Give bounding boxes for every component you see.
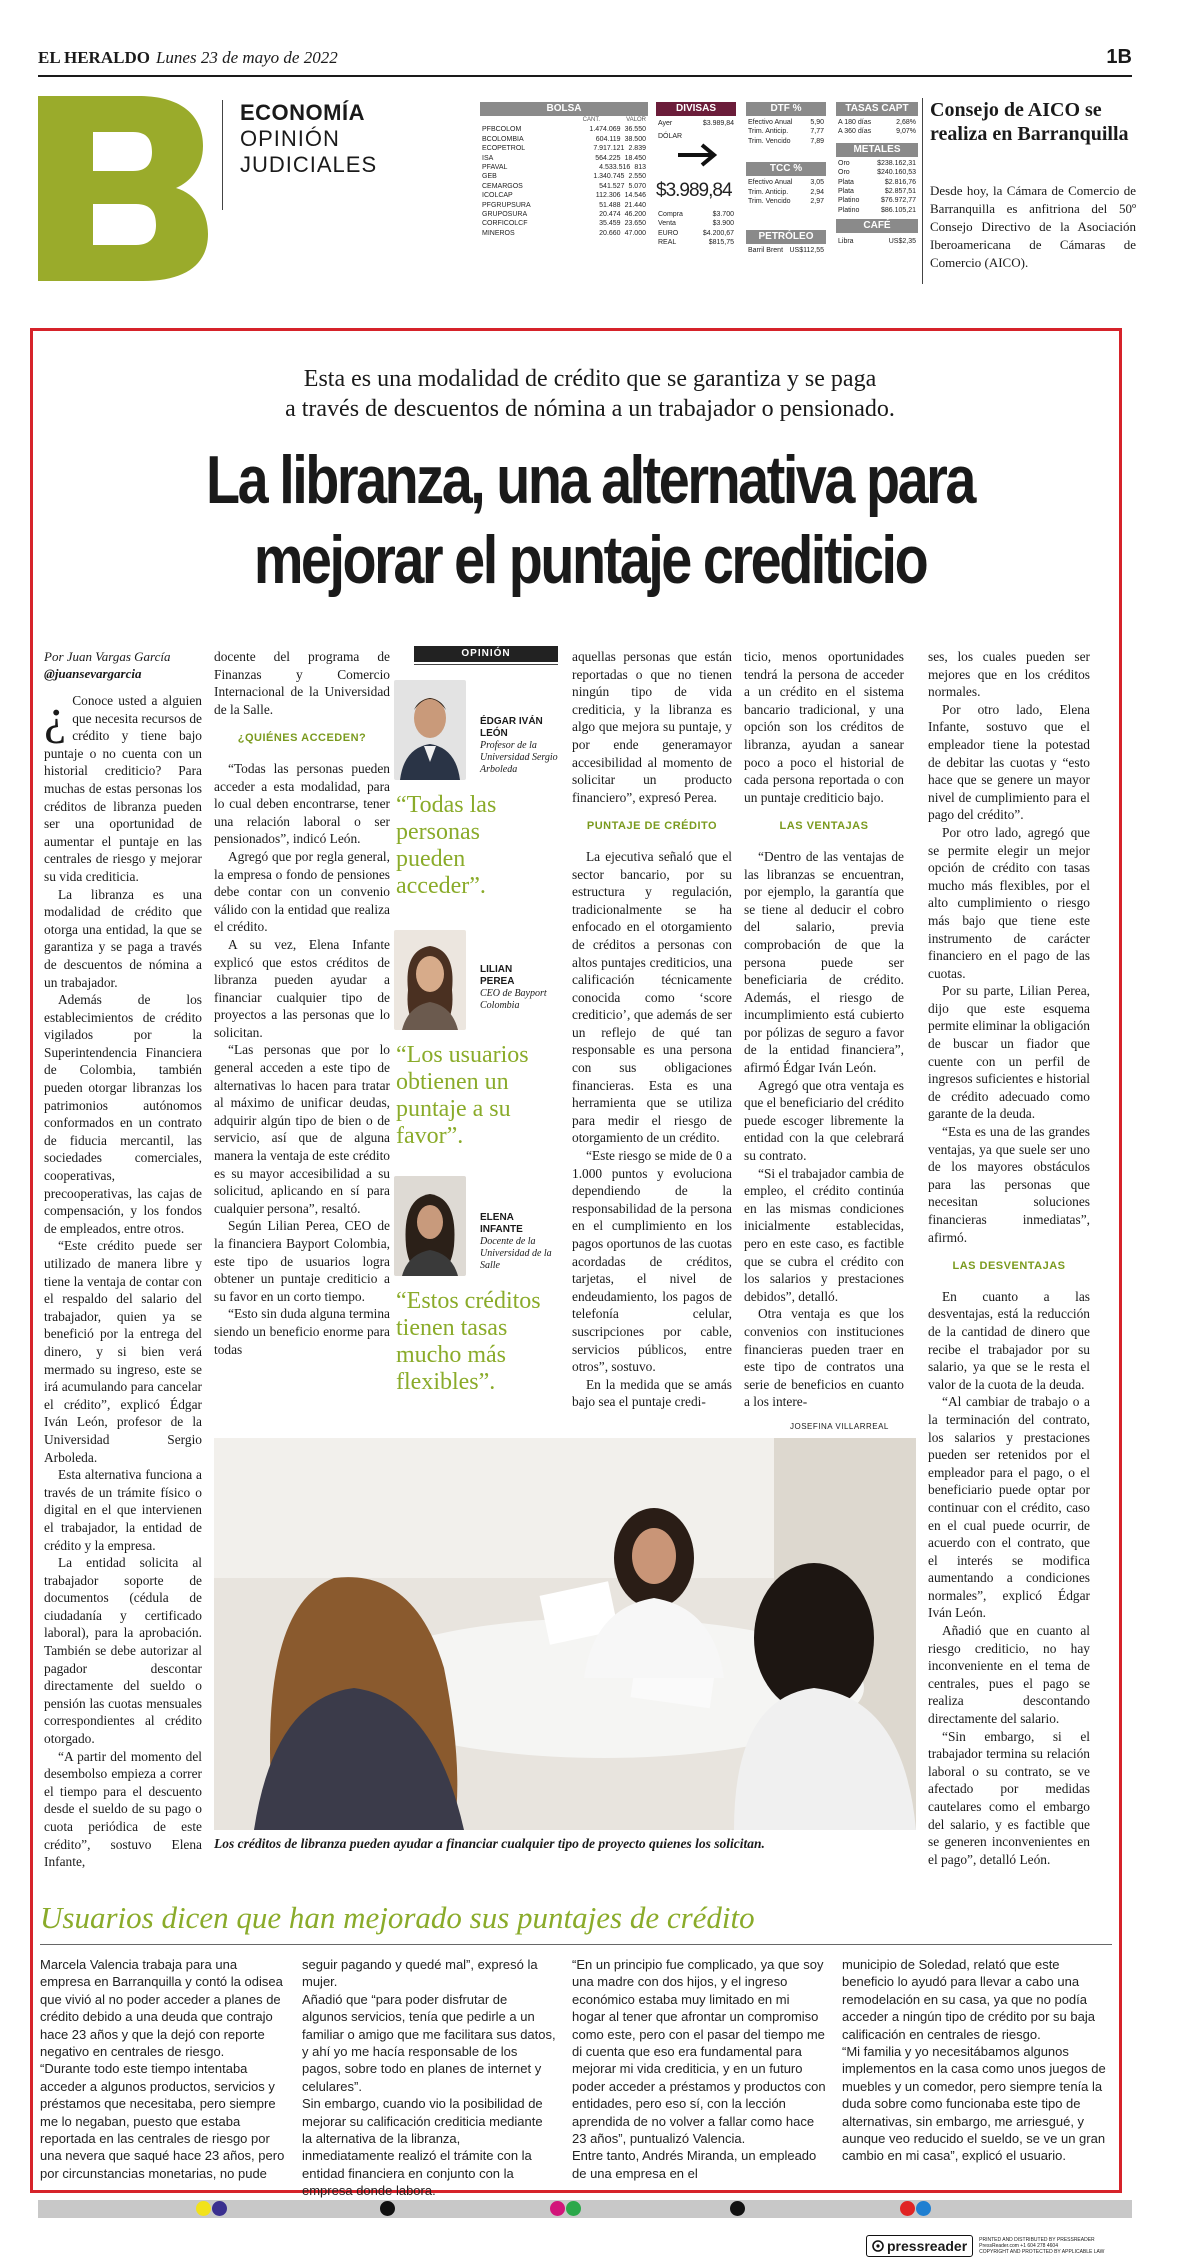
divisas-cell: $815,75 xyxy=(708,239,734,247)
divisas-cell: $4.200,67 xyxy=(702,229,734,237)
opinion-3-meta: ELENA INFANTE Docente de la Universidad de la Salle xyxy=(480,1212,552,1271)
divisas-row xyxy=(656,210,736,219)
bolsa-cell: GRUPOSURA xyxy=(482,211,528,219)
tcc-cell: 2,97 xyxy=(810,198,824,206)
page-number: 1B xyxy=(1106,46,1132,68)
divisas-cell: $3.900 xyxy=(712,220,734,228)
dtf-cell: Efectivo Anual xyxy=(748,119,793,126)
metales-cell: Oro xyxy=(838,159,850,167)
registration-dot-black-2 xyxy=(730,2201,745,2216)
tcc-cell: Efectivo Anual xyxy=(748,179,793,187)
aico-title: Consejo de AICO se realiza en Barranquilla xyxy=(930,99,1129,145)
divisas-row xyxy=(656,219,736,228)
article-kicker: Esta es una modalidad de crédito que se garantiza y se paga a través de descuentos de nómina a un trabajador o pensionado. xyxy=(285,366,895,422)
bolsa-cell: PFAVAL xyxy=(482,164,508,172)
photo-caption: Los créditos de libranza pueden ayudar a financiar cualquier tipo de proyecto quienes los solicitan. xyxy=(214,1836,765,1851)
registration-dot-yellow xyxy=(196,2201,211,2216)
divisas-cell: $3.700 xyxy=(712,210,734,218)
metales-cell: Plata xyxy=(838,178,854,186)
metales-cell: $240.160,53 xyxy=(877,169,916,177)
bolsa-cell: 14.546 xyxy=(624,192,646,200)
tcc-row xyxy=(746,188,826,197)
dtf-cell: 7,89 xyxy=(810,137,824,145)
divisas-cell: Compra xyxy=(658,210,683,218)
bolsa-row xyxy=(480,191,648,200)
bolsa-cell: ECOPETROL xyxy=(482,145,526,153)
section-economia: ECONOMÍA xyxy=(240,100,365,125)
bolsa-cell: 36.550 xyxy=(624,126,646,134)
bolsa-cell: 51.488 xyxy=(599,201,621,209)
metales-cell: $2.857,51 xyxy=(884,188,916,196)
divisas-cell: REAL xyxy=(658,239,677,247)
bolsa-row xyxy=(480,219,648,228)
bolsa-row xyxy=(480,201,648,210)
article-column-1: Por Juan Vargas García @juansevargarcia ¿ Conoce usted a alguien que necesita recursos de crédito y tiene bajo puntaje o no cuenta con un historial crediticio? Para muchas de estas personas los créditos de libranza pueden ser una oportunidad de aumentar el puntaje en las centrales de riesgo y mejorar su vida crediticia. La libranza es una modalidad de crédito que otorga una entidad, la que se garantiza y se paga a través de descuentos de nómina a un trabajador. Además de los establecimientos de crédito vigilados por la Superintendencia Financiera de Colombia, también pueden otorgar libranzas los patrimonios autónomos conformados en un contrato de fiducia mercantil, las sociedades comerciales, cooperativas, precooperativas, las cajas de compensación, y los fondos de empleados, entre otros. “Este crédito puede ser utilizado de manera libre y tiene la ventaja de contar con el respaldo del salario del trabajador, quien ya se benefició por la entrega del dinero, y si bien verá mermado su ingreso, este se irá acumulando para cancelar el crédito”, explicó Édgar Iván León, profesor de la Universidad Sergio Arboleda. Esta alternativa funciona a través de un trámite físico o digital en el que intervienen el trabajador, la entidad de crédito y la empresa. La entidad solicita al trabajador soporte de documentos (cédula de ciudadanía y certificado laboral), para la aprobación. También se debe autorizar al pagador descontar directamente del sueldo o pensión las cuotas mensuales correspondientes al crédito otorgado. “A partir del momento del desembolso empieza a correr el tiempo para el descuento desde el sueldo de su pago o cuota periódica de este crédito”, sostuvo Elena Infante, xyxy=(44,649,202,1870)
dolar-value: $3.989,84 xyxy=(656,179,732,201)
bolsa-cell: 35.459 xyxy=(599,220,621,228)
opinion-1-meta: ÉDGAR IVÁN LEÓN Profesor de la Universidad Sergio Arboleda xyxy=(480,716,558,775)
section-labels xyxy=(240,100,377,178)
metales-cell: Oro xyxy=(838,169,850,177)
bolsa-cell: 20.474 xyxy=(599,211,621,219)
aico-divider xyxy=(922,98,923,284)
article-headline: La libranza, una alternativa para mejorar el puntaje crediticio xyxy=(206,442,974,598)
bolsa-row xyxy=(480,163,648,172)
bolsa-cell: 1.474.069 xyxy=(589,126,621,134)
sidebar-column-1: Marcela Valencia trabaja para una empresa en Barranquilla y contó la odisea que vivió al no poder acceder a planes de crédito debido a una deuda que contrajo hace 23 años y que la dejó con reporte negativo en centrales de riesgo. “Durante todo este tiempo intentaba acceder a algunos productos, servicios y préstamos que necesitaba, pero siempre me lo negaban, puesto que estaba reportada en las centrales de riesgo por una nevera que saqué hace 23 años, pero por circunstancias monetarias, no pude xyxy=(40,1957,285,2181)
bolsa-row xyxy=(480,229,648,238)
tasas-table: TASAS CAPT A 180 días 2,68% A 360 días 9,07% METALES Oro $238.162,31 Oro $240.160,53 Plata $2.816,76 Plata $2.857,51 Platino $76.972,77 Platino $86.105,21 CAFÉ Libra US$2,35 xyxy=(838,103,916,246)
bolsa-cell: PFBCOLOM xyxy=(482,126,522,134)
metales-row xyxy=(836,196,918,205)
metales-cell: Platino xyxy=(838,197,860,205)
dtf-row xyxy=(746,118,826,127)
divisas-row xyxy=(656,229,736,238)
petroleo-row xyxy=(746,246,826,255)
opinion-quote-1: “Todas las personas pueden acceder”. xyxy=(396,792,497,899)
bolsa-cell: 23.650 xyxy=(624,220,646,228)
article-column-5: ticio, menos oportunidades tendrá la persona de acceder a un crédito en el sistema bancario tradicional, y una opción son los créditos de libranza, ayudan a sanear poco a poco el historial de cada persona reportada o con un puntaje crediticio bajo. LAS VENTAJAS “Dentro de las ventajas de las libranzas se encuentran, por ejemplo, la garantía que se tiene al deducir el cobro del salario, previa comprobación de que la persona puede ser beneficiaria de crédito. Además, el riesgo de incumplimiento está cubierto por pólizas de seguro a favor de la entidad financiera”, afirmó Édgar Iván León. Agregó que otra ventaja es que el beneficiario del crédito puede escoger libremente la entidad con la que celebrará su contrato. “Si el trabajador cambia de empleo, el crédito continúa en las mismas condiciones inicialmente establecidas, pero en este caso, es factible que se cubra el crédito con los salarios y prestaciones debidos”, detalló. Otra ventaja es que los convenios con instituciones financieras pueden traer en este tipo de contratos una serie de beneficios en cuanto a los intere- xyxy=(744,649,904,1410)
dtf-table: DTF % Efectivo Anual 5,90 Trim. Anticip. 7,77 Trim. Vencido 7,89 TCC % Efectivo Anual 3,05 Trim. Anticip. 2,94 Trim. Vencido 2,97 PETRÓLEO Barril Brent US$112,55 xyxy=(748,103,824,255)
main-photo xyxy=(214,1438,916,1830)
bolsa-cell: MINEROS xyxy=(482,229,515,237)
article-column-6: ses, los cuales pueden ser mejores que en los créditos normales. Por otro lado, Elena Infante, sostuvo que el empleador tiene la potestad de debitar las cuotas y “esto hace que se genere un mayor nivel de cumplimiento para el pago del crédito”. Por otro lado, agregó que se permite elegir un mejor opción de crédito con tasas mucho más flexibles, por el alto cumplimiento o riesgo más bajo que tiene este instrumento de carácter financiero en el pago de las cuotas. Por su parte, Lilian Perea, dijo que este esquema permite eliminar la obligación de buscar un fiador que cuente con un perfil de ingresos suficientes e historial de crédito adecuado como garante de la deuda. “Esta es una de las grandes ventajas, ya que suele ser uno de los mayores obstáculos para las personas que necesitan soluciones financieras inmediatas”, afirmó. LAS DESVENTAJAS En cuanto a las desventajas, está la reducción de la cantidad de dinero que recibe el trabajador por su salario, ya que se le resta el valor de la cuota de la deuda. “Al cambiar de trabajo o a la terminación del contrato, los salarios y prestaciones pueden ser retenidos por el empleador para el pago, o el beneficiario puede optar por continuar con el crédito, caso en el cual puede ocurrir, de acuerdo con el contrato, que el interés se modifica aumentando a condiciones normales”, explicó Édgar Iván León. Añadió que en cuanto al riesgo crediticio, no hay inconveniente en el tema de centrales, pues el pago se realiza descontando directamente del salario. “Sin embargo, si el trabajador termina su relación laboral o su contrato, se ve afectado por medidas cautelares como el embargo del salario, y es factible que se generen inconvenientes en el pago”, detalló León. xyxy=(928,649,1090,1867)
photo-elena-infante xyxy=(394,1176,466,1276)
tasas-cell: A 360 días xyxy=(838,128,872,136)
bolsa-row xyxy=(480,125,648,134)
byline-author: Por Juan Vargas García xyxy=(44,649,171,664)
dtf-cell: 5,90 xyxy=(810,119,824,126)
bolsa-cell: 21.440 xyxy=(624,201,646,209)
metales-cell: $238.162,31 xyxy=(877,159,916,167)
sidebar-column-3: “En un principio fue complicado, ya que soy una madre con dos hijos, y el ingreso económico estaba muy limitado en mi hogar al tener que afrontar un compromiso como este, pero con el pasar del tiempo me di cuenta que eso era fundamental para mejorar mi vida crediticia, y en un futuro poder acceder a préstamos y productos con entidades, pero eso sí, con la lección aprendida de no volver a fallar como hace 23 años”, puntualizó Valencia. Entre tanto, Andrés Miranda, un empleado de una empresa en el xyxy=(572,1957,826,2181)
bolsa-table: BOLSA CANT. VALOR PFBCOLOM 1.474.069 36.550 BCOLOMBIA 604.119 38.500 ECOPETROL 7.917.121 2.839 ISA 564.225 18.450 PFAVAL 4.533.516 813 GEB 1.340.745 2.550 CEMARGOS 541.527 5.070 ICOLCAP 112.306 14.546 PFGRUPSURA 51.488 21.440 GRUPOSURA 20.474 46.200 CORFICOLCF 35.459 23.650 MINEROS 20.660 47.000 xyxy=(482,103,646,237)
bolsa-cell: 112.306 xyxy=(595,192,621,200)
divisas-row xyxy=(656,238,736,247)
section-opinion: OPINIÓN xyxy=(240,126,340,151)
bolsa-cell: 2.839 xyxy=(628,145,646,153)
bolsa-cell: 541.527 xyxy=(599,182,625,190)
pressreader-icon xyxy=(872,2240,884,2252)
tasas-row xyxy=(836,127,918,136)
bolsa-cell: PFGRUPSURA xyxy=(482,201,531,209)
bolsa-cell: 813 xyxy=(634,164,646,172)
registration-dot-cyan xyxy=(916,2201,931,2216)
bolsa-row xyxy=(480,172,648,181)
article-column-2: docente del programa de Finanzas y Comercio Internacional de la Universidad de la Salle. ¿QUIÉNES ACCEDEN? “Todas las personas pueden acceder a esta modalidad, para lo cual deben encontrarse, tener una relación laboral o ser pensionados”, indicó León. Agregó que por regla general, la empresa o fondo de pensiones debe contar con un convenio válido con la entidad que realiza el crédito. A su vez, Elena Infante explicó que estos créditos de libranza pueden ayudar a financiar cualquier tipo de proyectos a las personas que lo solicitan. “Las personas que por lo general acceden a este tipo de alternativas lo hacen para tratar al máximo de unificar deudas, adquirir algún tipo de bien o de servicio, así que de alguna manera la ventaja de este crédito es su mayor accesibilidad a su solicitud, aplicando en sí para cualquier persona”, resaltó. Según Lilian Perea, CEO de la financiera Bayport Colombia, este tipo de usuarios logra obtener un puntaje crediticio a su favor en un corto tiempo. “Esto sin duda alguna termina siendo un beneficio enorme para todas xyxy=(214,649,390,1357)
sidebar-title: Usuarios dicen que han mejorado sus puntajes de crédito xyxy=(40,1900,755,1935)
subhead-puntaje-de-credito: PUNTAJE DE CRÉDITO xyxy=(586,820,718,833)
metales-cell: Plata xyxy=(838,188,854,196)
dtf-cell: 7,77 xyxy=(810,128,824,136)
section-judiciales: JUDICIALES xyxy=(240,152,378,177)
divisas-cell: Venta xyxy=(658,220,676,228)
article-column-4: aquellas personas que están reportadas o que no tienen ningún tipo de vida crediticia, y la libranza es algo que mejora su puntaje, y por ende generamayor accesibilidad al momento de solicitar un producto financiero”, expresó Perea. PUNTAJE DE CRÉDITO La ejecutiva señaló que el sector bancario, por su estructura y regulación, tradicionalmente se ha enfocado en el otorgamiento de créditos a personas con altos puntajes crediticios, una calificación técnicamente conocida como ‘score crediticio’, que además de ser un reflejo de qué tan responsable es una persona con sus obligaciones financieras. Esta es una herramienta que se utiliza para medir el riesgo de otorgamiento de un crédito. “Este riesgo se mide de 0 a 1.000 puntos y evoluciona dependiendo de la responsabilidad de la persona en el cumplimiento en los pagos oportunos de las cuotas acordadas de créditos, tarjetas, el nivel de endeudamiento, los pagos de telefonía celular, suscripciones por cable, servicios públicos, entre otros”, sostuvo. En la medida que se amás bajo sea el puntaje credi- xyxy=(572,649,732,1410)
petroleo-cell: US$112,55 xyxy=(789,247,824,255)
bolsa-row xyxy=(480,144,648,153)
metales-row xyxy=(836,178,918,187)
divisas-cell: EURO xyxy=(658,229,679,237)
photo-credit: JOSEFINA VILLARREAL xyxy=(790,1422,889,1431)
registration-dot-black xyxy=(380,2201,395,2216)
opinion-rule xyxy=(414,664,558,665)
dtf-cell: Trim. Anticip. xyxy=(748,128,789,136)
cafe-cell: US$2,35 xyxy=(888,238,916,246)
tasas-cell: 2,68% xyxy=(896,119,916,126)
dtf-cell: Trim. Vencido xyxy=(748,137,791,145)
pressreader-badge: pressreader PRINTED AND DISTRIBUTED BY PRESSREADER PressReader.com +1 604 278 4604 COPYRIGHT AND PROTECTED BY APPLICABLE LAW xyxy=(866,2235,1104,2257)
dtf-row xyxy=(746,127,826,136)
bolsa-cell: 20.660 xyxy=(599,229,621,237)
arrow-right-icon xyxy=(676,142,720,168)
bolsa-cell: 4.533.516 xyxy=(599,164,631,172)
tasas-row xyxy=(836,118,918,127)
section-letter-b xyxy=(38,96,208,281)
divisas-table: DIVISAS Ayer $3.989,84 DÓLAR $3.989,84 Compra $3.700 Venta $3.900 EURO $4.200,67 REAL $815,75 xyxy=(656,103,734,247)
opinion-quote-3: “Estos créditos tienen tasas mucho más flexibles”. xyxy=(396,1288,541,1395)
opinion-quote-2: “Los usuarios obtienen un puntaje a su favor”. xyxy=(396,1042,529,1149)
opinion-2-meta: LILIAN PEREA CEO de Bayport Colombia xyxy=(480,964,547,1011)
bolsa-cell: 38.500 xyxy=(624,135,646,143)
metales-row xyxy=(836,159,918,168)
aico-body: Desde hoy, la Cámara de Comercio de Barranquilla es anfitriona del 50º Consejo Directivo de la Asociación Iberoamericana de Cámaras de Comercio (AICO). xyxy=(930,183,1136,270)
header-rule xyxy=(38,75,1132,77)
bolsa-cell: ICOLCAP xyxy=(482,192,513,200)
bolsa-cell: 5.070 xyxy=(628,182,646,190)
subhead-las-desventajas: LAS DESVENTAJAS xyxy=(952,1260,1066,1273)
registration-dot-blue xyxy=(212,2201,227,2216)
tcc-row xyxy=(746,197,826,206)
bolsa-cell: 604.119 xyxy=(595,135,621,143)
bolsa-cell: 47.000 xyxy=(624,229,646,237)
metales-cell: $86.105,21 xyxy=(880,206,916,214)
cafe-row xyxy=(836,237,918,246)
metales-cell: Platino xyxy=(838,206,860,214)
bolsa-row xyxy=(480,210,648,219)
bolsa-cell: 564.225 xyxy=(595,154,621,162)
sidebar-column-4: municipio de Soledad, relató que este beneficio lo ayudó para llevar a cabo una remodelación en su casa, ya que no podía acceder a ningún tipo de crédito por su baja calificación en centrales de riesgo. “Mi familia y yo necesitábamos algunos implementos en la casa como unos juegos de muebles y un comedor, pero siempre tenía la duda sobre como funcionaba este tipo de alternativas, sin embargo, me arriesgué, y aunque veo reducido el sueldo, se ve un gran cambio en mi casa”, explicó el usuario. xyxy=(842,1957,1106,2164)
bolsa-cell: GEB xyxy=(482,173,497,181)
photo-edgar-leon xyxy=(394,680,466,780)
tasas-cell: A 180 días xyxy=(838,119,872,126)
bolsa-cell: 18.450 xyxy=(624,154,646,162)
opinion-tag: OPINIÓN xyxy=(414,646,558,662)
bolsa-row xyxy=(480,154,648,163)
drop-cap: ¿ xyxy=(44,688,67,744)
registration-dot-magenta xyxy=(550,2201,565,2216)
tcc-row xyxy=(746,178,826,187)
bolsa-row xyxy=(480,135,648,144)
subhead-las-ventajas: LAS VENTAJAS xyxy=(779,820,869,833)
byline-handle: @juansevargarcia xyxy=(44,666,142,681)
metales-row xyxy=(836,206,918,215)
bolsa-cell: 2.550 xyxy=(628,173,646,181)
bolsa-cell: ISA xyxy=(482,154,494,162)
bolsa-cell: 7.917.121 xyxy=(593,145,625,153)
tasas-cell: 9,07% xyxy=(896,128,916,136)
registration-dot-green xyxy=(566,2201,581,2216)
tcc-cell: 2,94 xyxy=(810,188,824,196)
registration-dot-red xyxy=(900,2201,915,2216)
metales-cell: $76.972,77 xyxy=(880,197,916,205)
bolsa-cell: 1.340.745 xyxy=(593,173,625,181)
subhead-quienes-acceden: ¿QUIÉNES ACCEDEN? xyxy=(237,732,367,745)
issue-date: Lunes 23 de mayo de 2022 xyxy=(155,48,338,67)
bolsa-cell: CORFICOLCF xyxy=(482,220,528,228)
cafe-cell: Libra xyxy=(838,238,854,246)
sidebar-column-2: seguir pagando y quedé mal”, expresó la mujer. Añadió que “para poder disfrutar de algunos servicios, tenía que pedirle a un familiar o amigo que me facilitara sus datos, y ahí yo me hacía responsable de los pagos, sobre todo en planes de internet y celulares”. Sin embargo, cuando vio la posibilidad de mejorar su calificación crediticia mediante la alternativa de la libranza, inmediatamente realizó el trámite con la entidad financiera en conjunto con la empresa donde labora. xyxy=(302,1957,556,2199)
photo-lilian-perea xyxy=(394,930,466,1030)
dtf-row xyxy=(746,137,826,146)
metales-row xyxy=(836,168,918,177)
metales-cell: $2.816,76 xyxy=(884,178,916,186)
tcc-cell: 3,05 xyxy=(810,179,824,187)
masthead: EL HERALDO Lunes 23 de mayo de 2022 xyxy=(38,48,338,67)
tcc-cell: Trim. Anticip. xyxy=(748,188,789,196)
bolsa-row xyxy=(480,182,648,191)
section-divider xyxy=(222,100,223,210)
petroleo-cell: Barril Brent xyxy=(748,247,784,255)
tcc-cell: Trim. Vencido xyxy=(748,198,791,206)
sidebar-rule xyxy=(40,1944,1112,1945)
bolsa-cell: CEMARGOS xyxy=(482,182,523,190)
metales-row xyxy=(836,187,918,196)
bolsa-cell: BCOLOMBIA xyxy=(482,135,524,143)
bolsa-cell: 46.200 xyxy=(624,211,646,219)
